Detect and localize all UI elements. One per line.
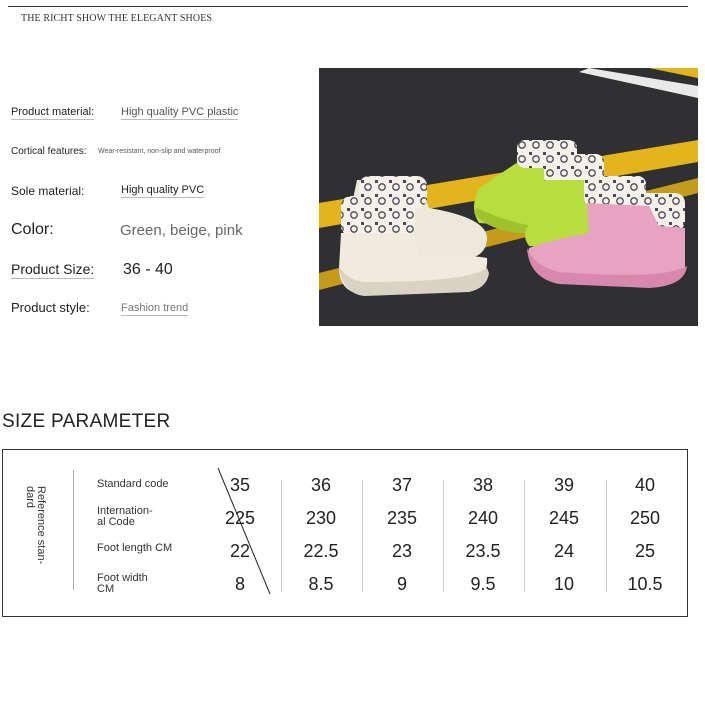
spec-label: Color: xyxy=(11,221,54,238)
size-cell: 39 xyxy=(553,475,575,495)
spec-label: Cortical features: xyxy=(11,146,87,157)
size-cell: 235 xyxy=(386,508,418,528)
size-cell: 245 xyxy=(548,508,580,528)
size-cell: 23 xyxy=(391,541,413,561)
spec-value: 36 - 40 xyxy=(123,261,173,278)
page-header-title: THE RICHT SHOW THE ELEGANT SHOES xyxy=(21,13,213,24)
spec-label: Sole material: xyxy=(11,184,85,198)
size-cell: 36 xyxy=(310,475,332,495)
size-cell: 10 xyxy=(553,574,575,594)
size-cell: 230 xyxy=(305,508,337,528)
size-cell: 38 xyxy=(472,475,494,495)
spec-label: Product Size: xyxy=(11,261,95,277)
size-cell: 23.5 xyxy=(465,541,501,561)
size-parameter-title: SIZE PARAMETER xyxy=(2,411,171,432)
reference-standard-label: Reference stan-dard xyxy=(24,486,47,565)
size-cell: 9 xyxy=(396,574,407,594)
size-cell: 35 xyxy=(229,475,251,495)
size-cell: 10.5 xyxy=(627,574,663,594)
row-label-international-code: Internation-al Code xyxy=(97,505,153,528)
size-cell: 22 xyxy=(229,541,251,561)
spec-value: High quality PVC plastic xyxy=(121,106,239,118)
row-label-foot-width: Foot width CM xyxy=(97,572,148,595)
spec-value: Wear-resistant, non-slip and waterproof xyxy=(98,148,221,155)
spec-label: Product style: xyxy=(11,300,90,315)
size-cell: 9.5 xyxy=(470,574,496,594)
size-cell: 40 xyxy=(634,475,656,495)
size-cell: 37 xyxy=(391,475,413,495)
size-cell: 225 xyxy=(224,508,256,528)
row-label-standard-code: Standard code xyxy=(97,478,169,490)
size-cell: 25 xyxy=(634,541,656,561)
spec-value: Fashion trend xyxy=(121,302,189,314)
size-cell: 24 xyxy=(553,541,575,561)
row-label-foot-length: Foot length CM xyxy=(97,542,173,554)
size-cell: 240 xyxy=(467,508,499,528)
spec-value: High quality PVC xyxy=(121,184,205,196)
spec-label: Product material: xyxy=(11,106,95,118)
spec-value: Green, beige, pink xyxy=(120,222,243,239)
size-cell: 250 xyxy=(629,508,661,528)
size-cell: 8.5 xyxy=(308,574,334,594)
size-cell: 8 xyxy=(234,574,245,594)
size-cell: 22.5 xyxy=(303,541,339,561)
